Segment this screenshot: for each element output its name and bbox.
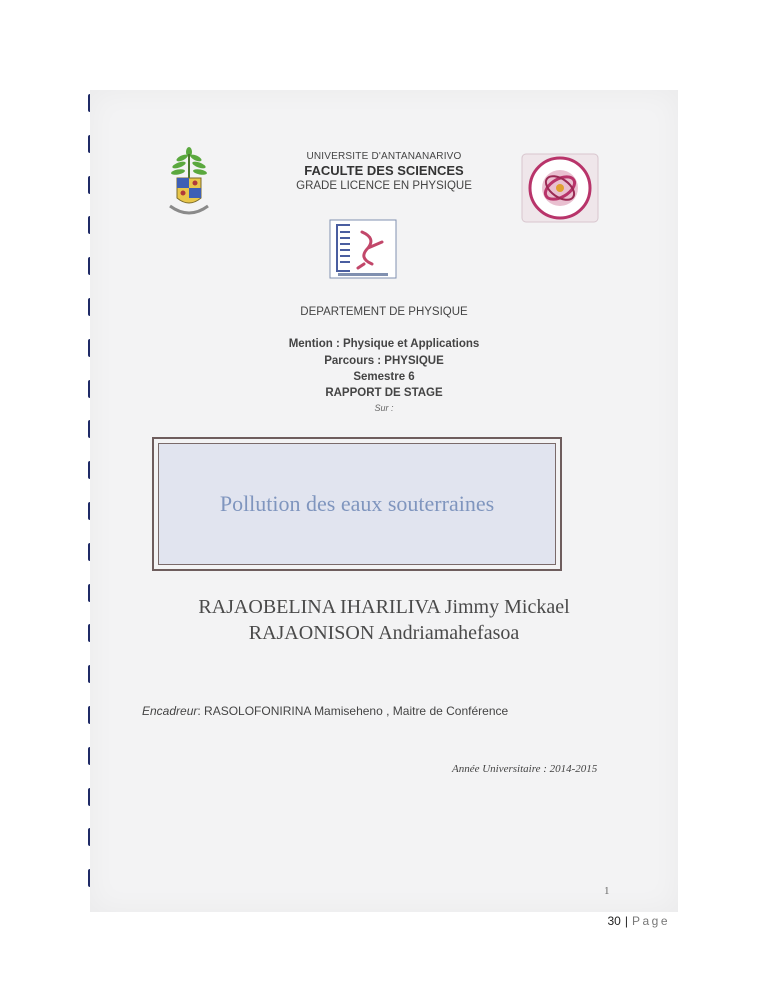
authors <box>90 594 678 646</box>
supervisor-label: Encadreur <box>142 704 198 718</box>
faculty-logo-icon <box>520 152 600 224</box>
author-name: RAJAONISON Andriamahefasoa <box>248 622 520 644</box>
title-box-inner <box>158 443 556 565</box>
page-footer <box>607 914 670 928</box>
report-type: RAPPORT DE STAGE <box>325 387 443 399</box>
mention-label: Mention : Physique et Applications <box>288 338 480 350</box>
parcours-label: Parcours : PHYSIQUE <box>324 355 444 367</box>
footer-page-number: 30 <box>607 914 621 928</box>
supervisor-name: : RASOLOFONIRINA Mamiseheno , Maitre de Conférence <box>197 704 509 718</box>
academic-year: Année Universitaire : 2014-2015 <box>452 763 598 775</box>
faculty-name: FACULTE DES SCIENCES <box>304 163 464 178</box>
department-name: DEPARTEMENT DE PHYSIQUE <box>300 306 468 318</box>
footer-separator: | <box>624 914 628 928</box>
footer-page-label: Page <box>631 914 670 928</box>
university-name: UNIVERSITE D'ANTANANARIVO <box>306 151 462 162</box>
report-title: Pollution des eaux souterraines <box>219 491 495 516</box>
scanned-page-number: 1 <box>604 885 610 897</box>
semestre-label: Semestre 6 <box>353 371 415 383</box>
scanned-cover-page <box>90 90 678 912</box>
sur-label: Sur : <box>374 403 394 413</box>
title-box <box>152 437 562 571</box>
grade-label: GRADE LICENCE EN PHYSIQUE <box>296 180 472 192</box>
department-logo-icon <box>328 218 398 280</box>
author-name: RAJAOBELINA IHARILIVA Jimmy Mickael <box>198 596 570 618</box>
supervisor-line <box>142 704 508 718</box>
